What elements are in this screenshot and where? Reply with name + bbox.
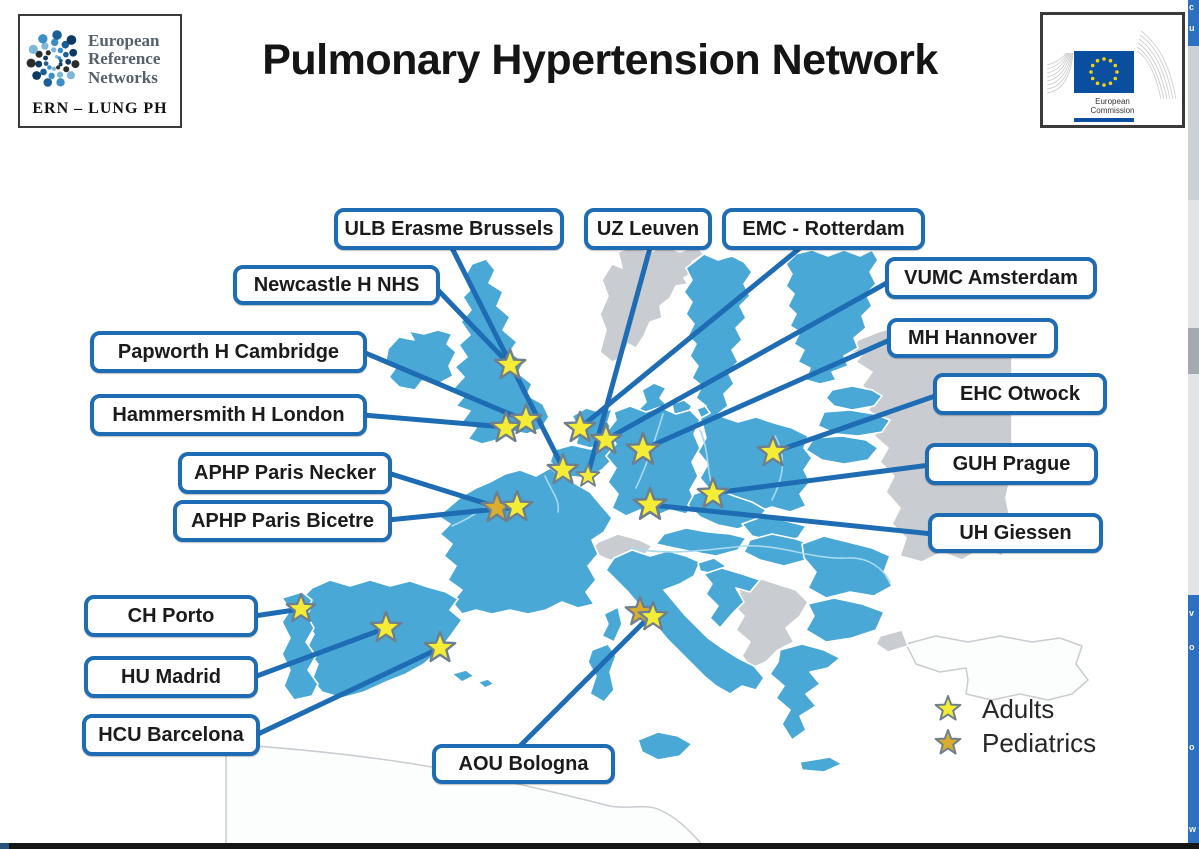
country-turkey-thrace [876, 630, 908, 652]
pediatrics-star-icon [930, 725, 966, 761]
map-label-emc-rotterdam: EMC - Rotterdam [722, 208, 925, 250]
right-edge-strip [1188, 0, 1199, 849]
strip-char: v [1189, 608, 1195, 618]
ern-lung-ph-caption: ERN – LUNG PH [32, 100, 168, 117]
map-label-ulb-erasme-brussels: ULB Erasme Brussels [334, 208, 564, 250]
legend-row-adults [930, 692, 1170, 726]
legend-label-pediatrics: Pediatrics [982, 727, 1097, 758]
ern-logo-line1: European [88, 31, 160, 50]
map-label-hammersmith-h-london: Hammersmith H London [90, 394, 367, 436]
map-label-ch-porto: CH Porto [84, 595, 258, 637]
map-label-papworth-h-cambridge: Papworth H Cambridge [90, 331, 367, 373]
country-sweden [684, 254, 752, 426]
island-sicily [638, 732, 692, 760]
bottom-bar-notch [0, 843, 9, 849]
map-label-uh-giessen: UH Giessen [928, 513, 1103, 553]
map-label-vumc-amsterdam: VUMC Amsterdam [885, 257, 1097, 299]
ern-logo-line2: Reference [88, 49, 161, 69]
island-crete [800, 757, 842, 772]
map-label-aphp-paris-bicetre: APHP Paris Bicetre [173, 500, 392, 542]
strip-top-block [1188, 0, 1199, 46]
legend-label-adults: Adults [982, 693, 1055, 724]
map-label-aphp-paris-necker: APHP Paris Necker [178, 452, 392, 494]
scrollbar-thumb[interactable] [1188, 328, 1199, 374]
island-corsica [602, 607, 622, 642]
country-lithuania [806, 436, 878, 464]
ec-logo-line1: European [1095, 97, 1130, 106]
adults-star-icon [930, 691, 966, 727]
islands-balearics [452, 670, 494, 688]
map-label-aou-bologna: AOU Bologna [432, 744, 615, 784]
map-label-newcastle-h-nhs: Newcastle H NHS [233, 265, 440, 305]
country-france [438, 468, 612, 614]
ern-logo-line3: Networks [88, 67, 158, 87]
scrollbar-track-light [1188, 200, 1199, 641]
strip-bottom-block [1188, 595, 1199, 843]
connector-aou-bologna [520, 618, 648, 746]
bottom-bar [0, 843, 1199, 849]
map-label-hu-madrid: HU Madrid [84, 656, 258, 698]
country-bulgaria [806, 598, 884, 642]
page-title: Pulmonary Hypertension Network [262, 36, 938, 84]
legend-row-pediatrics [930, 726, 1170, 760]
strip-char: o [1189, 642, 1195, 652]
scrollbar-track[interactable] [1188, 46, 1199, 595]
map-legend [930, 692, 1170, 760]
map-label-ehc-otwock: EHC Otwock [933, 373, 1107, 415]
map-label-hcu-barcelona: HCU Barcelona [82, 714, 260, 756]
strip-char: o [1189, 742, 1195, 752]
strip-char: u [1189, 23, 1195, 33]
map-label-mh-hannover: MH Hannover [887, 318, 1058, 358]
map-label-guh-prague: GUH Prague [925, 443, 1098, 485]
strip-char: w [1189, 824, 1197, 834]
country-greece [770, 644, 840, 740]
country-norway [600, 246, 704, 362]
strip-char: c [1189, 2, 1195, 12]
country-ireland [386, 330, 456, 390]
map-label-uz-leuven: UZ Leuven [584, 208, 712, 250]
ec-logo-line2: Commission [1090, 106, 1135, 116]
